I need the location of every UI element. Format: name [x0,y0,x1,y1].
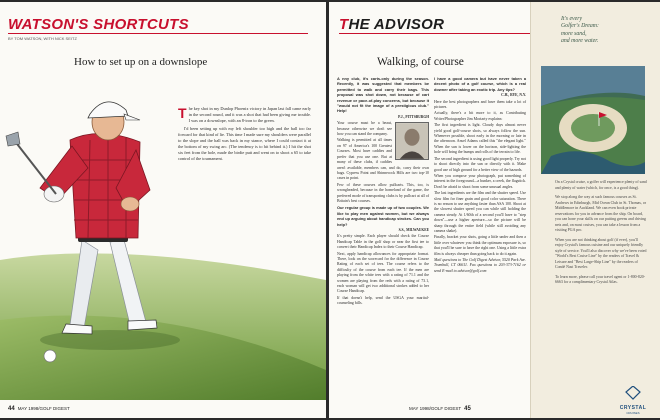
ad-paragraph: We stop along the way at such famous courses as St. Andrews in Edinburgh, Mid Ocean Club in St. Thomas, or Middlemore in Auckland. We can even book private reservations for you in advance from the ship. On board, you can hone your skills on our putting greens and driving nets and, on most cruises, you can take a lesson from a visiting PGA pro. [555,195,647,232]
reader-question: Our regular group is made up of two couples. We like to play men against women, but we always end up arguing about handicap strokes. Can you help? [337,205,429,227]
logo-sub: CRUISES [626,411,640,415]
logo-icon [625,386,641,400]
reader-signature: C.H., RYE, N.Y. [501,93,526,98]
advisor-column-2 [434,76,526,275]
advisor-answer: The last ingredients are the film and the shutter speed. Use slow film for finer grain and good color saturation. There is no reason to use anything faster than ASA 100. Shoot at the slowest shutter speed you can while still holding the camera steady. At 1/60th of a second you'll have to "step down"—use a higher aperture—so the picture will be sharp through the entire field (while still avoiding any camera shake). [434,191,526,233]
kicker-rest: HE ADVISOR [348,16,445,33]
ad-paragraph: When you are not thinking about golf (if ever), you'll enjoy Crystal's famous cuisine and our uniquely friendly style of service. You'll also discover why we've been voted "World's Best Cruise Line" by the readers of Travel & Leisure and "Best Large-Ship Line" by the readers of Condé Nast Traveler. [555,237,647,269]
advisor-answer: If that doesn't help, send the USGA your marital-counseling bills. [337,295,429,306]
right-page [329,2,660,418]
author-photo [395,122,429,160]
advisor-answer: Here the best photographers and have them take a lot of pictures. [434,99,526,110]
crystal-cruises-logo [611,386,655,415]
page-folio [409,406,471,412]
crystal-cruises-ad [530,2,660,418]
drop-cap: T [178,105,187,121]
reader-question: I have a good camera but have never taken a decent photo of a golf course, which is a real downer after taking an exotic trip. Any tips? [434,76,526,92]
advisor-answer: Few of these courses allow pullcarts. This, too, is wrongheaded, because in the homeland of the game, the preferred mode of transporting clubs is by pullcart at all of Britain's best courses. [337,182,429,203]
kicker-initial: T [339,16,349,33]
advisor-answer: Next, apply handicap allowances for appropriate format. There, look on the scorecard for the difference in Course Rating of each set of tees. The course refers to the difficulty of the course from each tee. If the men are playing from the white tees with a rating of 71.1 and the women are playing from the reds with a rating of 73.1, each woman will get two additional strokes added to her Course Handicap. [337,251,429,294]
folio-text: MAY 1998/GOLF DIGEST [17,406,70,411]
page-number: 45 [464,406,471,412]
ad-body [555,180,647,290]
ad-headline-line: and more water. [561,38,599,45]
article-headline: Walking, of course [377,56,464,68]
advisor-answer: The first ingredient is light. Cloudy days almost never yield good golf-course shots, so always follow the sun. Whenever possible, shoot early in the morning or late in the afternoon. Ansel Adams called this "the elegant light." When the sun is lower on the horizon, side-lighting the hole will bring the bumps and rolls of the terrain to life. [434,123,526,155]
ad-headline-line: It's every [561,16,583,22]
page-number: 44 [8,406,15,412]
column-kicker: WATSON'S SHORTCUTS [8,16,189,33]
advisor-answer: When you compose your photograph, put something of interest in the foreground—a bunker, a creek, the flagstick. Don't be afraid to shoot from some unusual angles. [434,173,526,189]
ad-headline-line: Golfer's Dream: [561,23,599,30]
folio-text: MAY 1998/GOLF DIGEST [409,406,462,411]
reader-signature: S.S., MILWAUKEE [398,227,429,232]
reader-question: A nny club, it's carts-only during the season. Recently, it was suggested that members be permitted to walk and carry their bags. This proposal was shot down, not because of cart revenue or pace-of-play concerns, but because it "would not fit the image of a prestigious club." Help! [337,76,429,114]
left-page [0,2,326,418]
advisor-answer: Walking is permitted at all times on 97 of America's 100 Greatest Courses. Most have caddies and prefer that you use one. But at many of these clubs, if caddies aren't available, members can, and do, carry their own bags. Cypress Point and Shinnecock Hills are two top-10 cases in point. [337,138,429,181]
article-paragraph: I'd been setting up with my left shoulder too high and the ball too far forward for that kind of lie. This time I made sure my shoulders were parallel to the slope and the ball was back in my stance, where I could contact it at the bottom of my swing arc. (The tendency is to hit behind it.) I hit the shot six feet from the hole, made the birdie putt and went on to shoot a 65 to take control of the tournament. [178,126,311,161]
ad-paragraph: To learn more, please call your travel agent or 1-800-820-6663 for a complimentary Crystal Atlas. [555,274,646,284]
article-paragraph: he key shot in my Dunlop Phoenix victory in Japan last fall came early in the second round, and it was a shot that had been giving me trouble. I was on a downslope, with an 8-iron to the green. [188,106,311,123]
article-headline: How to set up on a downslope [74,56,208,68]
advisor-answer: Actually, there's a bit more to it, as Contributing Writer/Photographer Jim Moriarty explains: [434,111,526,121]
advisor-answer: It's pretty simple. Each player should check the Course Handicap Table in the golf shop or near the first tee to convert their Handicap Index to their Course Handicap. [337,234,429,250]
ad-headline [561,16,657,46]
page-folio [8,406,70,412]
advisor-answer: Your course must be a beaut, because otherwise we don't see how you can stand the company. [337,121,392,137]
column-kicker [339,16,444,33]
advisor-answer: The second ingredient is using good light properly. Try not to shoot directly into the sun or directly with it. Make good use of high ground for a better view of the hazards. [434,156,526,172]
ad-paragraph: On a Crystal cruise, a golfer will experience plenty of sand and plenty of water (which, for once, is a good thing). [555,180,647,190]
ad-headline-line: more sand, [561,30,587,37]
mailing-info: Mail questions to The Golf Digest Advisor, 5520 Park Ave. Trumbull, CT 06611. Fax questions to 203-373-7162 or send E-mail to advisor@golf.com [434,258,526,273]
kicker-rule [8,33,308,34]
ad-golf-photo [541,66,645,174]
advisor-answer: Finally, bracket your shots, going a little under and then a little over whatever you think the optimum exposure is, so that you'll be sure to have the right one. Using a little extra film is always cheaper than going back to do it again. [434,235,526,256]
logo-name: CRYSTAL [619,405,647,411]
reader-signature: P.J., PITTSBURGH [398,114,429,119]
byline: BY TOM WATSON, WITH NICK SEITZ [8,36,77,41]
advisor-column-1 [337,76,429,308]
article-body [178,106,311,162]
